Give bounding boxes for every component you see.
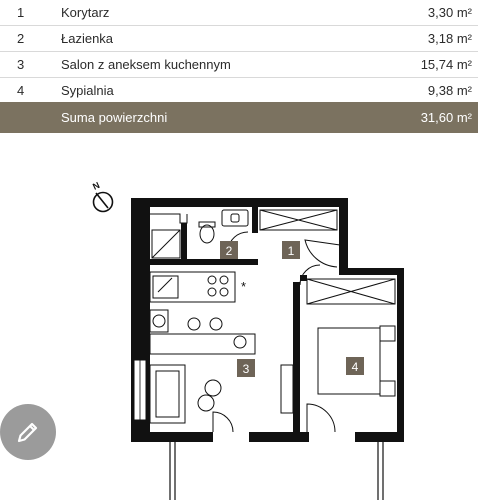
room-marker-3 — [237, 359, 255, 377]
svg-text:*: * — [241, 279, 247, 294]
room-marker-2 — [220, 241, 238, 259]
room-marker-4 — [346, 357, 364, 375]
room-marker-label: 1 — [287, 244, 295, 258]
total-area-label: Suma powierzchni — [61, 110, 168, 125]
walls — [131, 198, 404, 442]
room-marker-label: 4 — [351, 360, 359, 374]
room-number: 3 — [17, 57, 25, 72]
room-name: Korytarz — [61, 5, 110, 20]
room-area: 9,38 m² — [427, 83, 472, 98]
room-marker-label: 2 — [225, 244, 233, 258]
room-area: 15,74 m² — [420, 57, 472, 72]
room-row — [0, 0, 478, 26]
room-area-table — [0, 0, 478, 104]
room-name: Łazienka — [61, 31, 114, 46]
compass-north-label: N — [91, 179, 102, 192]
room-row — [0, 78, 478, 104]
total-area-row — [0, 102, 478, 133]
room-row — [0, 52, 478, 78]
room-area: 3,18 m² — [427, 31, 472, 46]
room-row — [0, 26, 478, 52]
room-name: Salon z aneksem kuchennym — [61, 57, 231, 72]
room-number: 2 — [17, 31, 25, 46]
floor-plan — [0, 170, 478, 500]
room-number: 1 — [17, 5, 25, 20]
room-marker-1 — [282, 241, 300, 259]
total-area-value: 31,60 m² — [420, 110, 472, 125]
compass-icon — [91, 180, 112, 212]
edit-button[interactable] — [0, 404, 56, 460]
room-marker-label: 3 — [242, 362, 250, 376]
pencil-icon — [15, 419, 41, 445]
room-number: 4 — [17, 83, 25, 98]
room-name: Sypialnia — [61, 83, 114, 98]
room-area: 3,30 m² — [427, 5, 472, 20]
